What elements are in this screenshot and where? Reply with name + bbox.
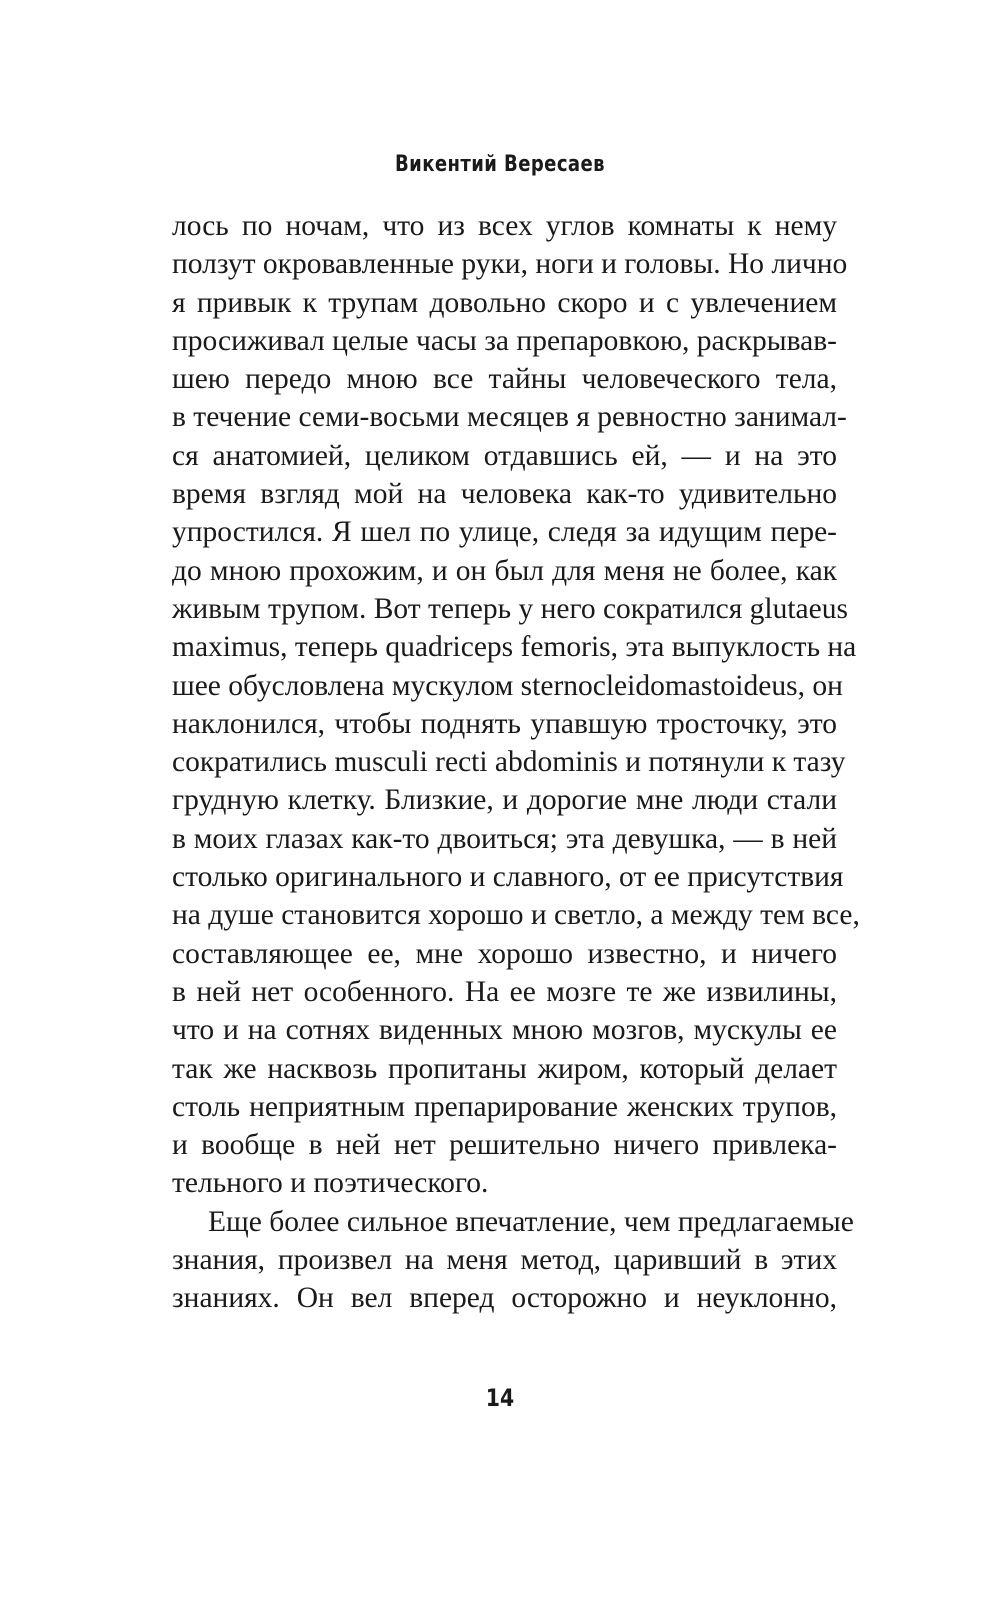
text-line: я привык к трупам довольно скоро и с увлечением: [172, 286, 837, 319]
text-line: столь неприятным препарирование женских трупов,: [172, 1090, 837, 1123]
text-line: в течение семи-восьми месяцев я ревностно занимал-: [172, 401, 847, 434]
text-line: знаниях. Он вел вперед осторожно и неуклонно,: [172, 1282, 837, 1315]
text-line: в ней нет особенного. На ее мозге те же извилины,: [172, 975, 837, 1008]
body-text: [172, 207, 860, 1318]
text-line: шее обусловлена мускулом sternocleidomastoideus, он: [172, 669, 843, 702]
text-line: шею передо мною все тайны человеческого тела,: [172, 363, 837, 396]
text-line: наклонился, чтобы поднять упавшую тросточку, это: [172, 707, 837, 740]
text-line: тельного и поэтического.: [172, 1167, 489, 1200]
text-line: до мною прохожим, и он был для меня не более, как: [172, 554, 837, 587]
text-line: просиживал целые часы за препаровкою, раскрывав-: [172, 324, 837, 357]
running-head-author: Викентий Вересаев: [395, 152, 605, 177]
text-line: лось по ночам, что из всех углов комнаты к нему: [172, 210, 837, 242]
page-number: 14: [485, 1384, 515, 1412]
text-line: составляющее ее, мне хорошо известно, и ничего: [172, 937, 837, 970]
text-line: maximus, теперь quadriceps femoris, эта выпуклость на: [172, 631, 857, 664]
text-line: упростился. Я шел по улице, следя за идущим пере-: [172, 516, 837, 549]
text-line: и вообще в ней нет решительно ничего привлека-: [172, 1129, 837, 1162]
text-line: что и на сотнях виденных мною мозгов, мускулы ее: [172, 1014, 837, 1047]
text-line: ся анатомией, целиком отдавшись ей, — и на это: [172, 439, 837, 472]
text-line: время взгляд мой на человека как-то удивительно: [172, 478, 837, 511]
text-line: знания, произвел на меня метод, царивший в этих: [172, 1244, 837, 1277]
text-line: столько оригинального и славного, от ее присутствия: [172, 861, 844, 894]
text-line: Еще более сильное впечатление, чем предлагаемые: [208, 1205, 854, 1238]
text-line: на душе становится хорошо и светло, а между тем все,: [172, 899, 860, 932]
text-line: так же насквозь пропитаны жиром, который делает: [172, 1052, 837, 1085]
text-line: грудную клетку. Близкие, и дорогие мне люди стали: [172, 784, 837, 817]
text-line: сократились musculi recti abdominis и потянули к тазу: [172, 746, 846, 779]
text-line: в моих глазах как-то двоиться; эта девушка, — в ней: [172, 822, 837, 855]
text-line: живым трупом. Вот теперь у него сократился glutaeus: [172, 592, 848, 625]
text-line: ползут окровавленные руки, ноги и головы. Но лично: [172, 248, 848, 281]
